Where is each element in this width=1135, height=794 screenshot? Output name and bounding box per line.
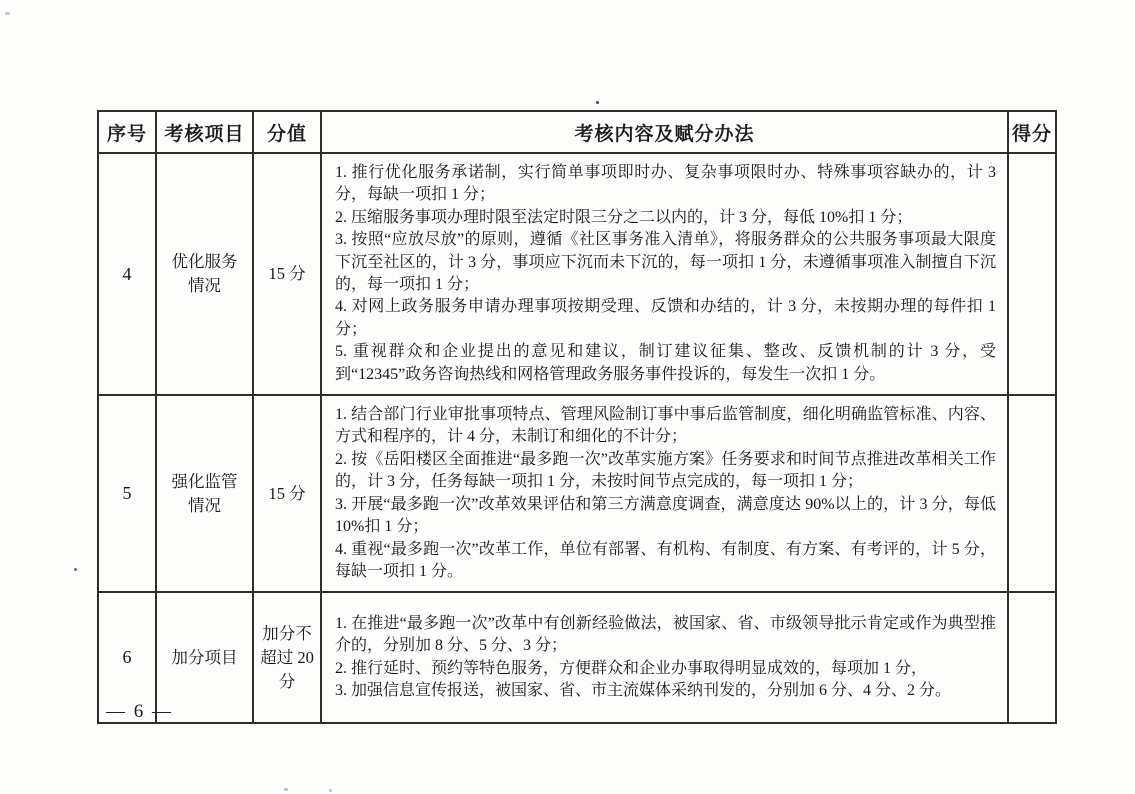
criteria-item: 3. 开展“最多跑一次”改革效果评估和第三方满意度调查，满意度达 90%以上的，计 3 分，每低 10%扣 1 分； — [335, 495, 996, 536]
ink-speck — [5, 12, 10, 15]
ink-speck — [284, 788, 288, 791]
table-header-row — [98, 111, 1056, 153]
cell-criteria — [321, 592, 1008, 723]
ink-speck — [329, 789, 332, 792]
ink-speck — [596, 101, 599, 104]
cell-serial-number: 5 — [98, 395, 156, 592]
criteria-item: 2. 按《岳阳楼区全面推进“最多跑一次”改革实施方案》任务要求和时间节点推进改革相关工作的，计 3 分，任务每缺一项扣 1 分，未按时间节点完成的，每一项扣 1 分； — [335, 450, 996, 491]
cell-assessment-item — [156, 395, 253, 592]
criteria-item: 2. 推行延时、预约等特色服务，方便群众和企业办事取得明显成效的，每项加 1 分， — [335, 659, 928, 677]
assessment-table — [97, 110, 1057, 724]
assessment-item-line: 强化监管 — [171, 471, 238, 491]
cell-score-value: 15 分 — [253, 153, 321, 395]
header-score-value: 分值 — [253, 111, 321, 153]
cell-serial-number: 4 — [98, 153, 156, 395]
table-row — [98, 592, 1056, 723]
page-number: — 6 — — [106, 701, 173, 722]
criteria-item: 2. 压缩服务事项办理时限至法定时限三分之二以内的，计 3 分，每低 10%扣 1 分； — [335, 208, 913, 226]
cell-criteria — [321, 395, 1008, 592]
criteria-item: 3. 加强信息宣传报送，被国家、省、市主流媒体采纳刊发的，分别加 6 分、4 分、2 分。 — [335, 682, 952, 700]
header-serial-number: 序号 — [98, 111, 156, 153]
assessment-item-line: 情况 — [188, 276, 221, 296]
cell-serial-number: 6 — [98, 592, 156, 723]
assessment-item-line: 优化服务 — [171, 252, 238, 272]
cell-criteria — [321, 153, 1008, 395]
criteria-item: 1. 在推进“最多跑一次”改革中有创新经验做法，被国家、省、市级领导批示肯定或作为典型推介的，分别加 8 分、5 分、3 分； — [335, 615, 996, 655]
ink-speck — [74, 568, 77, 571]
cell-score-obtained — [1008, 153, 1056, 395]
criteria-item: 3. 按照“应放尽放”的原则，遵循《社区事务准入清单》，将服务群众的公共服务事项最大限度下沉至社区的，计 3 分，事项应下沉而未下沉的，每一项扣 1 分，未遵循事项准入制擅自下沉的，每一项扣 1 分； — [335, 231, 996, 294]
cell-score-value: 15 分 — [253, 395, 321, 592]
header-score-obtained: 得分 — [1008, 111, 1056, 153]
cell-score-obtained — [1008, 395, 1056, 592]
table-row — [98, 395, 1056, 592]
criteria-item: 4. 重视“最多跑一次”改革工作，单位有部署、有机构、有制度、有方案、有考评的，计 5 分，每缺一项扣 1 分。 — [335, 540, 996, 580]
header-assessment-item: 考核项目 — [156, 111, 253, 153]
criteria-item: 1. 推行优化服务承诺制，实行简单事项即时办、复杂事项限时办、特殊事项容缺办的，计 3 分，每缺一项扣 1 分； — [335, 164, 996, 204]
criteria-item: 5. 重视群众和企业提出的意见和建议，制订建议征集、整改、反馈机制的计 3 分，受到“12345”政务咨询热线和网格管理政务服务事件投诉的，每发生一次扣 1 分。 — [335, 343, 996, 383]
header-criteria: 考核内容及赋分办法 — [321, 111, 1008, 153]
cell-assessment-item — [156, 153, 253, 395]
assessment-item-line: 情况 — [188, 495, 221, 515]
criteria-item: 4. 对网上政务服务申请办理事项按期受理、反馈和办结的，计 3 分，未按期办理的每件扣 1 分； — [335, 298, 996, 338]
criteria-item: 1. 结合部门行业审批事项特点、管理风险制订事中事后监管制度，细化明确监管标准、内容、方式和程序的，计 4 分，未制订和细化的不计分； — [335, 406, 996, 446]
table-row — [98, 153, 1056, 395]
cell-score-obtained — [1008, 592, 1056, 723]
assessment-item-line: 加分项目 — [171, 647, 238, 667]
cell-score-value: 加分不超过 20 分 — [253, 592, 321, 723]
